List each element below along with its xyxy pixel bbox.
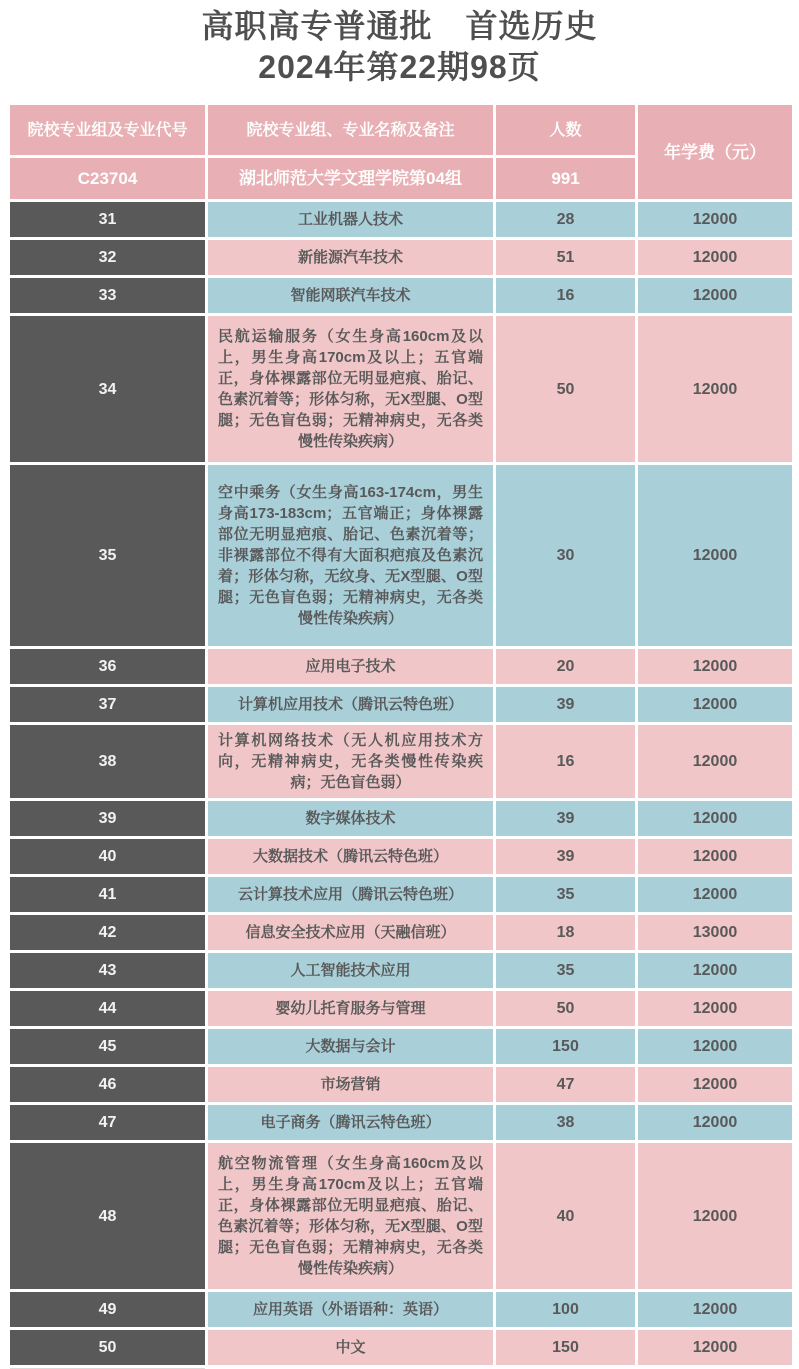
row-major-cell: 民航运输服务（女生身高160cm及以上，男生身高170cm及以上；五官端正，身体裸露部位无明显疤痕、胎记、色素沉着等；形体匀称，无X型腿、O型腿；无色盲色弱；无精神病史，无各类慢性传染疾病） <box>208 316 493 462</box>
row-count-cell: 28 <box>496 202 635 237</box>
row-count-cell: 51 <box>496 240 635 275</box>
row-count-cell: 35 <box>496 877 635 912</box>
row-count-cell: 40 <box>496 1143 635 1289</box>
row-code-cell: 36 <box>10 649 205 684</box>
row-count-cell: 16 <box>496 725 635 798</box>
row-code-cell: 45 <box>10 1029 205 1064</box>
group-name-cell: 湖北师范大学文理学院第04组 <box>208 158 493 199</box>
row-major-cell: 应用英语（外语语种：英语） <box>208 1292 493 1327</box>
row-fee-cell: 12000 <box>638 1330 792 1365</box>
row-count-cell: 100 <box>496 1292 635 1327</box>
row-fee-cell: 12000 <box>638 991 792 1026</box>
row-code-cell: 33 <box>10 278 205 313</box>
row-count-cell: 30 <box>496 465 635 646</box>
row-code-cell: 31 <box>10 202 205 237</box>
row-major-cell: 工业机器人技术 <box>208 202 493 237</box>
row-major-cell: 婴幼儿托育服务与管理 <box>208 991 493 1026</box>
row-fee-cell: 12000 <box>638 202 792 237</box>
row-code-cell: 37 <box>10 687 205 722</box>
header-count-column: 人数 <box>496 105 635 155</box>
row-code-cell: 38 <box>10 725 205 798</box>
row-count-cell: 20 <box>496 649 635 684</box>
row-major-cell: 计算机应用技术（腾讯云特色班） <box>208 687 493 722</box>
admission-table <box>10 105 790 1365</box>
row-count-cell: 150 <box>496 1330 635 1365</box>
row-major-cell: 中文 <box>208 1330 493 1365</box>
row-major-cell: 新能源汽车技术 <box>208 240 493 275</box>
row-count-cell: 18 <box>496 915 635 950</box>
row-fee-cell: 12000 <box>638 465 792 646</box>
row-code-cell: 44 <box>10 991 205 1026</box>
row-count-cell: 50 <box>496 991 635 1026</box>
row-major-cell: 计算机网络技术（无人机应用技术方向，无精神病史，无各类慢性传染疾病；无色盲色弱） <box>208 725 493 798</box>
row-count-cell: 39 <box>496 839 635 874</box>
row-fee-cell: 12000 <box>638 1143 792 1289</box>
row-fee-cell: 12000 <box>638 1105 792 1140</box>
page-title-line2: 2024年第22期98页 <box>258 49 541 85</box>
row-fee-cell: 12000 <box>638 953 792 988</box>
group-code-cell: C23704 <box>10 158 205 199</box>
row-major-cell: 应用电子技术 <box>208 649 493 684</box>
row-fee-cell: 12000 <box>638 687 792 722</box>
row-fee-cell: 12000 <box>638 1292 792 1327</box>
row-count-cell: 38 <box>496 1105 635 1140</box>
header-fee-column: 年学费（元） <box>638 105 792 199</box>
header-code-column: 院校专业组及专业代号 <box>10 105 205 155</box>
row-code-cell: 42 <box>10 915 205 950</box>
page-title <box>0 0 799 88</box>
row-count-cell: 35 <box>496 953 635 988</box>
page-title-line1: 高职高专普通批 首选历史 <box>201 8 598 44</box>
row-code-cell: 32 <box>10 240 205 275</box>
row-code-cell: 35 <box>10 465 205 646</box>
row-count-cell: 50 <box>496 316 635 462</box>
row-fee-cell: 12000 <box>638 725 792 798</box>
row-fee-cell: 12000 <box>638 801 792 836</box>
group-count-cell: 991 <box>496 158 635 199</box>
row-code-cell: 39 <box>10 801 205 836</box>
row-major-cell: 大数据技术（腾讯云特色班） <box>208 839 493 874</box>
row-fee-cell: 12000 <box>638 1067 792 1102</box>
row-count-cell: 39 <box>496 801 635 836</box>
row-code-cell: 46 <box>10 1067 205 1102</box>
row-fee-cell: 12000 <box>638 1029 792 1064</box>
row-major-cell: 信息安全技术应用（天融信班） <box>208 915 493 950</box>
row-major-cell: 电子商务（腾讯云特色班） <box>208 1105 493 1140</box>
row-count-cell: 39 <box>496 687 635 722</box>
row-major-cell: 云计算技术应用（腾讯云特色班） <box>208 877 493 912</box>
row-code-cell: 34 <box>10 316 205 462</box>
row-fee-cell: 13000 <box>638 915 792 950</box>
row-count-cell: 150 <box>496 1029 635 1064</box>
row-major-cell: 航空物流管理（女生身高160cm及以上，男生身高170cm及以上；五官端正，身体裸露部位无明显疤痕、胎记、色素沉着等；形体匀称，无X型腿、O型腿；无色盲色弱；无精神病史，无各类慢性传染疾病） <box>208 1143 493 1289</box>
row-fee-cell: 12000 <box>638 839 792 874</box>
row-major-cell: 大数据与会计 <box>208 1029 493 1064</box>
row-code-cell: 47 <box>10 1105 205 1140</box>
row-major-cell: 人工智能技术应用 <box>208 953 493 988</box>
row-code-cell: 49 <box>10 1292 205 1327</box>
row-fee-cell: 12000 <box>638 240 792 275</box>
row-code-cell: 41 <box>10 877 205 912</box>
row-major-cell: 空中乘务（女生身高163-174cm，男生身高173-183cm；五官端正；身体裸露部位无明显疤痕、胎记、色素沉着等；非裸露部位不得有大面积疤痕及色素沉着；形体匀称，无纹身、无X型腿、O型腿；无色盲色弱；无精神病史，无各类慢性传染疾病） <box>208 465 493 646</box>
row-major-cell: 数字媒体技术 <box>208 801 493 836</box>
row-code-cell: 40 <box>10 839 205 874</box>
row-code-cell: 43 <box>10 953 205 988</box>
row-major-cell: 市场营销 <box>208 1067 493 1102</box>
row-fee-cell: 12000 <box>638 278 792 313</box>
row-fee-cell: 12000 <box>638 649 792 684</box>
row-major-cell: 智能网联汽车技术 <box>208 278 493 313</box>
row-fee-cell: 12000 <box>638 877 792 912</box>
row-fee-cell: 12000 <box>638 316 792 462</box>
row-count-cell: 16 <box>496 278 635 313</box>
header-major-column: 院校专业组、专业名称及备注 <box>208 105 493 155</box>
row-count-cell: 47 <box>496 1067 635 1102</box>
row-code-cell: 48 <box>10 1143 205 1289</box>
row-code-cell: 50 <box>10 1330 205 1365</box>
